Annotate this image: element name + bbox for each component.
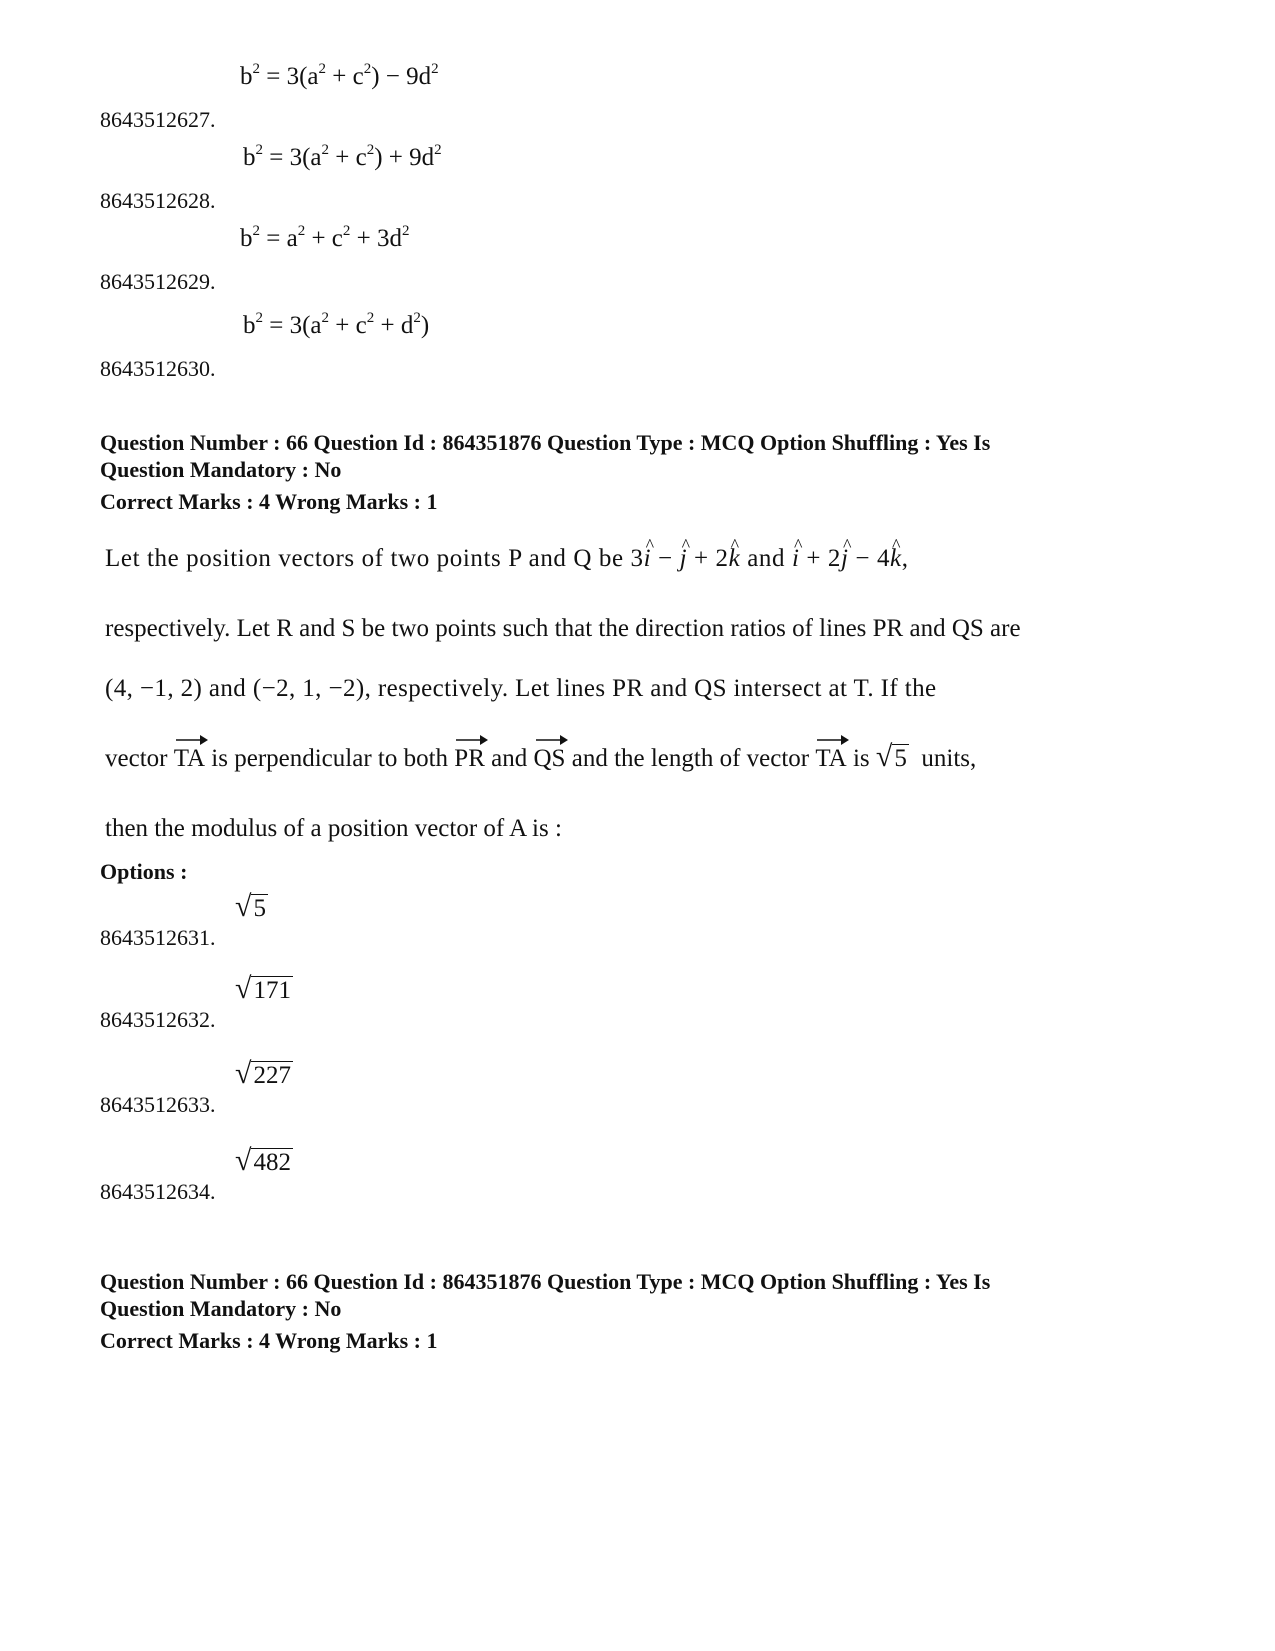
option-8643512627 [100,62,800,132]
vector-ta: TA [815,732,846,772]
question-line-2: respectively. Let R and S be two points such that the direction ratios of lines PR and QS are [105,615,1021,642]
question-line-5: then the modulus of a position vector of A is : [105,815,562,842]
option-8643512633 [100,1047,800,1117]
vector-qs: QS [534,732,566,772]
unit-vector-k: ^ k [729,532,741,574]
option-sqrt: √227 [235,1057,291,1090]
option-id: 8643512631. [100,925,216,950]
question-header-line1: Question Number : 66 Question Id : 864351876 Question Type : MCQ Option Shuffling : Yes Is [100,430,991,455]
question-line-4: vector TA is perpendicular to both PR and QS and the length of vector TA is √5 units, [105,732,1185,774]
unit-vector-j: ^ j [841,532,849,574]
next-question-header [100,1268,1200,1322]
unit-vector-k: ^ k [890,532,902,574]
question-header-line2: Question Mandatory : No [100,1296,342,1321]
option-id: 8643512634. [100,1179,216,1204]
question-header-line2: Question Mandatory : No [100,457,342,482]
option-sqrt: √482 [235,1144,291,1177]
option-expression: $b^2 = 3(a^2 + c^2) + 9d^2$ [243,142,442,171]
question-marks: Correct Marks : 4 Wrong Marks : 1 [100,489,438,514]
next-question-marks: Correct Marks : 4 Wrong Marks : 1 [100,1328,438,1353]
question-header-line1: Question Number : 66 Question Id : 864351876 Question Type : MCQ Option Shuffling : Yes Is [100,1269,991,1294]
option-id: 8643512632. [100,1007,216,1032]
option-sqrt: √171 [235,972,291,1005]
option-8643512628 [100,143,800,213]
options-label: Options : [100,859,188,884]
option-id: 8643512629. [100,269,216,294]
unit-vector-j: ^ j [680,532,688,574]
option-expression: $b^2 = a^2 + c^2 + 3d^2$ [240,223,410,252]
question-header [100,429,1200,483]
option-id: 8643512630. [100,356,216,381]
option-8643512631 [100,880,800,950]
option-expression: $b^2 = 3(a^2 + c^2 + d^2)$ [243,310,430,339]
option-id: 8643512628. [100,188,216,213]
option-8643512630 [100,311,800,381]
question-line-3: (4, −1, 2) and (−2, 1, −2), respectively. Let lines PR and QS intersect at T. If the [105,675,937,702]
option-id: 8643512633. [100,1092,216,1117]
option-8643512634 [100,1134,800,1204]
vector-ta: TA [174,732,205,772]
vector-pr: PR [454,732,485,772]
option-sqrt: √5 [235,890,266,923]
unit-vector-i: ^ i [792,532,800,574]
question-line-1: Let the position vectors of two points P and Q be 3^ i − ^ j + 2^ k and ^ i + 2^ j − 4^ k, [105,532,1185,574]
unit-vector-i: ^ i [644,532,652,574]
option-8643512632 [100,962,800,1032]
option-id: 8643512627. [100,107,216,132]
option-expression: $b^2 = 3(a^2 + c^2) - 9d^2$ [240,61,439,90]
option-8643512629 [100,224,800,294]
sqrt-expression: √5 [875,740,907,773]
